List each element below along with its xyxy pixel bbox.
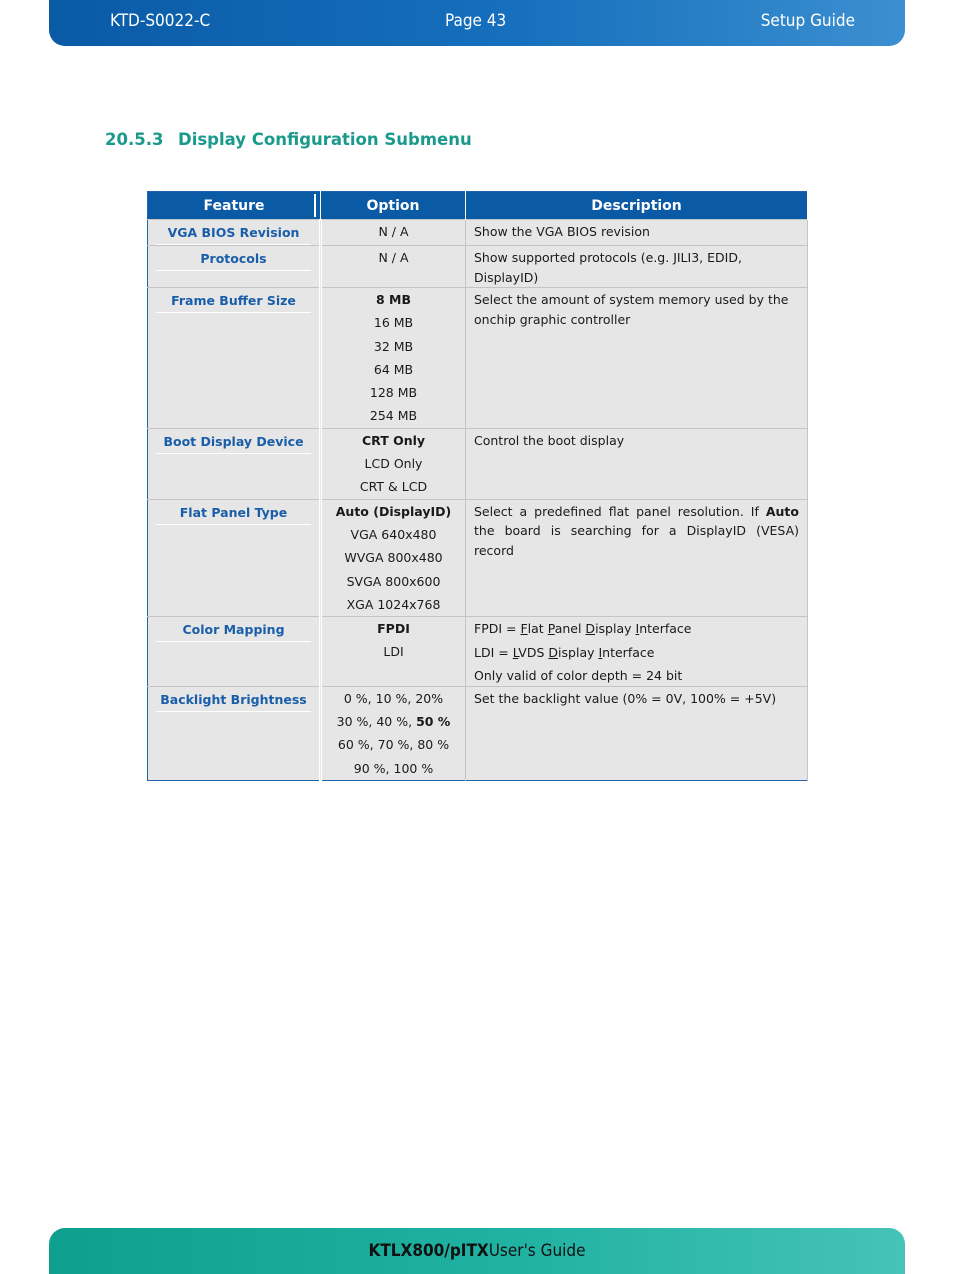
- feature-name: VGA BIOS Revision: [156, 224, 311, 245]
- feature-cell: [148, 288, 321, 429]
- option-cell: [321, 428, 466, 499]
- description-cell: [466, 246, 808, 288]
- option-text: 30 %, 40 %,: [336, 713, 417, 729]
- option-value: 64 MB: [373, 361, 414, 377]
- feature-name: Backlight Brightness: [156, 691, 311, 712]
- description-fragment: Select a predefined flat panel resolution. If: [474, 503, 766, 519]
- ldi-definition: [474, 639, 799, 663]
- option-value: XGA 1024x768: [346, 596, 441, 612]
- option-value: CRT & LCD: [359, 479, 428, 495]
- doc-id: KTD-S0022-C: [110, 11, 211, 31]
- option-value: 60 %, 70 %, 80 %: [337, 737, 450, 753]
- option-cell: [321, 686, 466, 780]
- option-value: FPDI: [377, 621, 410, 637]
- page-number: Page 43: [445, 11, 507, 31]
- feature-name: Flat Panel Type: [156, 504, 311, 525]
- option-value: N / A: [378, 250, 409, 265]
- default-option: 50 %: [416, 713, 451, 729]
- option-value: 32 MB: [373, 338, 414, 354]
- table-header-row: [148, 192, 808, 220]
- option-value: CRT Only: [361, 432, 426, 448]
- table-row: [148, 220, 808, 246]
- feature-cell: [148, 246, 321, 288]
- section-title: Display Configuration Submenu: [178, 130, 472, 149]
- acronym-word: Panel: [547, 621, 582, 637]
- option-value: SVGA 800x600: [346, 573, 441, 589]
- feature-cell: [148, 499, 321, 616]
- table-row: [148, 617, 808, 687]
- feature-name: Boot Display Device: [156, 433, 311, 454]
- description-text: Set the backlight value (0% = 0V, 100% = +5V): [474, 690, 777, 706]
- option-value: [322, 710, 465, 733]
- footer-suffix: User's Guide: [488, 1241, 586, 1261]
- table-row: [148, 288, 808, 429]
- feature-name: Frame Buffer Size: [156, 292, 311, 313]
- definition-prefix: LDI =: [474, 644, 513, 660]
- description-text: Show the VGA BIOS revision: [474, 224, 650, 239]
- option-value: 128 MB: [369, 385, 418, 401]
- display-config-table: [147, 191, 808, 781]
- table-row: [148, 686, 808, 780]
- option-cell: [321, 288, 466, 429]
- description-fragment: the board is searching for a DisplayID (VESA) record: [474, 523, 799, 558]
- option-cell: [321, 617, 466, 687]
- option-cell: [321, 246, 466, 288]
- description-text: Control the boot display: [474, 432, 625, 448]
- option-value: LCD Only: [364, 456, 423, 472]
- option-value: VGA 640x480: [350, 526, 437, 542]
- footer-product: KTLX800/pITX: [368, 1241, 489, 1261]
- header-option: Option: [321, 192, 466, 220]
- acronym-word: LVDS: [512, 644, 545, 660]
- footer-title: [368, 1241, 585, 1261]
- description-note: Only valid of color depth = 24 bit: [474, 668, 683, 684]
- header-section: Setup Guide: [760, 11, 855, 31]
- description-text: Show supported protocols (e.g. JILI3, EDID, DisplayID): [474, 250, 742, 285]
- description-cell: [466, 220, 808, 246]
- option-value: 16 MB: [373, 315, 414, 331]
- option-value: 0 %, 10 %, 20%: [343, 690, 444, 706]
- description-text: [474, 500, 799, 561]
- table-row: [148, 246, 808, 288]
- acronym-word: Interface: [598, 644, 655, 660]
- acronym-word: Display: [585, 621, 632, 637]
- table-row: [148, 499, 808, 616]
- page-footer: [49, 1228, 905, 1274]
- description-keyword: Auto: [765, 503, 799, 519]
- option-cell: [321, 499, 466, 616]
- fpdi-definition: [474, 617, 799, 639]
- option-value: WVGA 800x480: [344, 550, 443, 566]
- feature-cell: [148, 428, 321, 499]
- option-value: Auto (DisplayID): [335, 503, 452, 519]
- option-value: 8 MB: [375, 292, 412, 307]
- feature-cell: [148, 220, 321, 246]
- description-cell: [466, 686, 808, 780]
- acronym-word: Display: [548, 644, 595, 660]
- option-value: 254 MB: [369, 408, 418, 424]
- header-feature: Feature: [148, 192, 321, 220]
- page-header: [49, 0, 905, 46]
- section-number: 20.5.3: [105, 130, 164, 149]
- option-value: LDI: [383, 644, 404, 660]
- feature-name: Protocols: [156, 250, 311, 271]
- header-description: Description: [466, 192, 808, 220]
- option-value: 90 %, 100 %: [353, 760, 434, 776]
- definition-prefix: FPDI =: [474, 621, 521, 637]
- option-cell: [321, 220, 466, 246]
- section-heading: [105, 130, 472, 149]
- feature-name: Color Mapping: [156, 621, 311, 642]
- description-cell: [466, 428, 808, 499]
- description-text: Select the amount of system memory used by the onchip graphic controller: [474, 292, 789, 327]
- feature-cell: [148, 617, 321, 687]
- description-cell: [466, 499, 808, 616]
- feature-cell: [148, 686, 321, 780]
- description-cell: [466, 617, 808, 687]
- description-cell: [466, 288, 808, 429]
- acronym-word: Interface: [635, 621, 692, 637]
- option-value: N / A: [378, 224, 409, 239]
- table-row: [148, 428, 808, 499]
- acronym-word: Flat: [520, 621, 544, 637]
